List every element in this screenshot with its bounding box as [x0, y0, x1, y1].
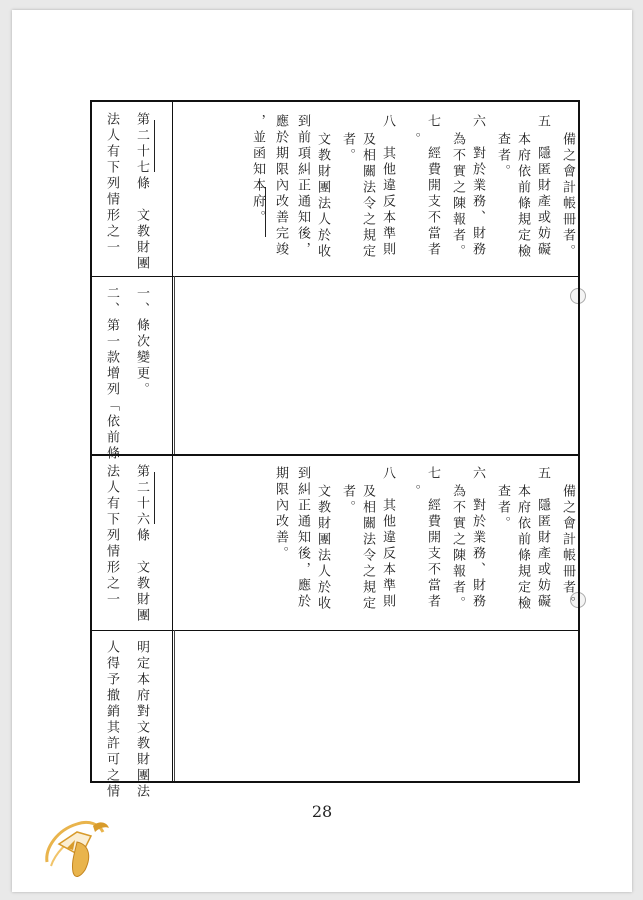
text-line: 七 經費開支不當者 — [425, 114, 440, 258]
explanation-line-2: 二、第一款增列「依前條 — [104, 286, 119, 462]
text-line: 應於期限內改善完竣 — [273, 114, 288, 258]
explanation-cell — [92, 276, 173, 462]
text-line: 六 對於業務、財務 — [470, 114, 485, 258]
title-underline — [154, 472, 155, 524]
explanation-line-1: 一、條次變更。 — [134, 286, 149, 398]
text-line: 。 — [405, 484, 420, 500]
row-amended-explanation — [92, 276, 578, 462]
amended-title-line-1: 第二十七條 文教財團 — [134, 112, 149, 272]
explanation-cell — [92, 630, 173, 800]
text-line: 者。 — [340, 132, 355, 164]
amended-article-text-cell — [173, 102, 578, 276]
text-line: 本府依前條規定檢 — [515, 484, 530, 612]
row-current-article — [92, 454, 578, 631]
explanation-line-1: 明定本府對文教財團法 — [134, 640, 149, 800]
text-line: 八 其他違反本準則 — [380, 466, 395, 610]
text-line: ，並函知本府。 — [250, 114, 265, 226]
text-line: 為不實之陳報者。 — [450, 484, 465, 612]
text-line: 七 經費開支不當者 — [425, 466, 440, 610]
comparison-table — [90, 100, 580, 800]
row-current-explanation — [92, 630, 578, 800]
explanation-blank-cell — [174, 630, 578, 781]
text-line: 五 隱匿財產或妨礙 — [535, 466, 550, 610]
text-line: 六 對於業務、財務 — [470, 466, 485, 610]
taiwan-map-logo-icon — [37, 810, 117, 890]
text-line: 文教財團法人於收 — [315, 484, 330, 612]
explanation-line-2: 人得予撤銷其許可之情 — [104, 640, 119, 800]
current-article-title-cell — [92, 454, 173, 630]
current-title-line-2: 法人有下列情形之一 — [104, 464, 119, 608]
text-line: 五 隱匿財產或妨礙 — [535, 114, 550, 258]
text-line: 到前項糾正通知後， — [295, 114, 310, 258]
text-line: 備之會計帳冊者。 — [560, 132, 575, 260]
text-line: 及相關法令之規定 — [360, 132, 375, 260]
text-line: 備之會計帳冊者。 — [560, 484, 575, 612]
text-line: 者。 — [340, 484, 355, 516]
text-line: 查者。 — [495, 484, 510, 532]
page-number: 28 — [311, 802, 333, 821]
text-line: 及相關法令之規定 — [360, 484, 375, 612]
text-line: 文教財團法人於收 — [315, 132, 330, 260]
text-line: 八 其他違反本準則 — [380, 114, 395, 258]
text-line: 。 — [405, 132, 420, 148]
current-title-line-1: 第二十六條 文教財團 — [134, 464, 149, 624]
text-line: 查者。 — [495, 132, 510, 180]
document-page — [12, 10, 632, 892]
explanation-blank-cell — [174, 276, 578, 454]
text-line: 期限內改善。 — [273, 466, 288, 562]
text-line: 為不實之陳報者。 — [450, 132, 465, 260]
current-article-text-cell — [173, 454, 578, 630]
text-line: 本府依前條規定檢 — [515, 132, 530, 260]
amended-title-line-2: 法人有下列情形之一 — [104, 112, 119, 256]
underline-mark — [265, 187, 266, 237]
amended-article-title-cell — [92, 102, 173, 276]
title-underline — [154, 120, 155, 172]
row-amended-article — [92, 102, 578, 277]
text-line: 到糾正通知後，應於 — [295, 466, 310, 610]
